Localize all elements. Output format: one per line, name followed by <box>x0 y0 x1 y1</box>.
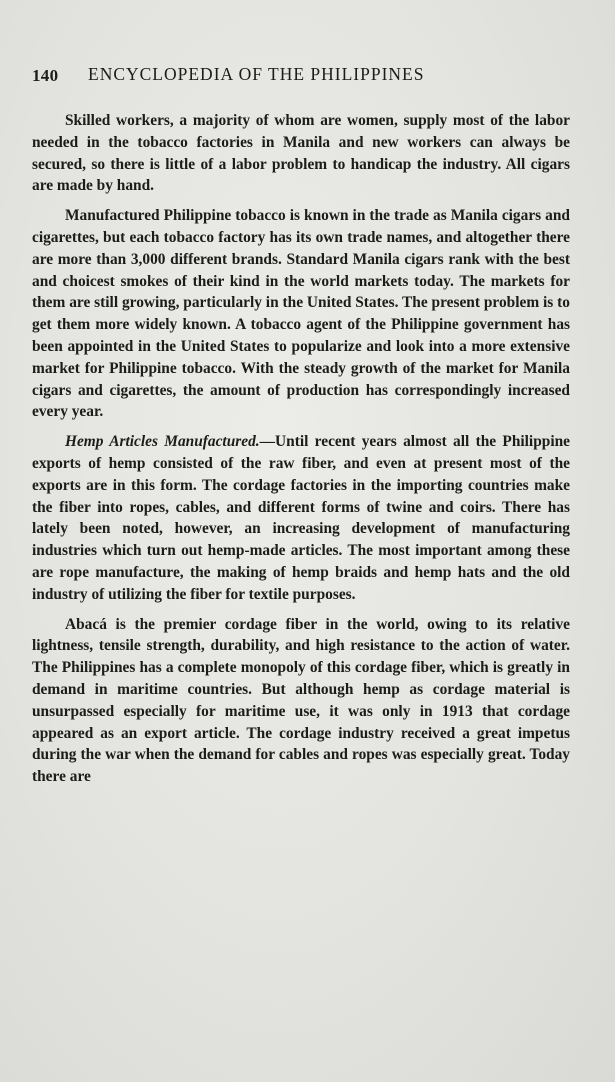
section-heading-hemp-articles: Hemp Articles Manufactured. <box>65 433 260 451</box>
paragraph-hemp-articles <box>32 431 570 605</box>
paragraph-skilled-workers: Skilled workers, a majority of whom are women, supply most of the labor needed in the tobacco factories in Manila and new workers can always be secured, so there is little of a labor problem to handicap the industry. All cigars are made by hand. <box>32 112 570 195</box>
body-text <box>32 110 570 796</box>
paragraph-abaca: Abacá is the premier cordage fiber in the world, owing to its relative lightness, tensile strength, durability, and high resistance to the action of water. The Philippines has a complete monopoly of this cordage fiber, which is greatly in demand in maritime countries. But although hemp as cordage material is unsurpassed especially for maritime use, it was only in 1913 that cordage appeared as an export article. The cordage industry received a great impetus during the war when the demand for cables and ropes was especially great. Today there are <box>32 615 570 786</box>
paragraph-hemp-articles-text: —Until recent years almost all the Philippine exports of hemp consisted of the raw fiber, and even at present most of the exports are in this form. The cordage factories in the importing countries make the fiber into ropes, cables, and different forms of twine and coirs. There has lately been noted, however, an increasing development of manufacturing industries which turn out hemp-made articles. The most important among these are rope manufacture, the making of hemp braids and hemp hats and the old industry of utilizing the fiber for textile purposes. <box>32 433 570 603</box>
page-header <box>32 66 592 96</box>
page-number: 140 <box>32 66 59 85</box>
running-title: ENCYCLOPEDIA OF THE PHILIPPINES <box>88 64 425 84</box>
paragraph-manufactured-tobacco: Manufactured Philippine tobacco is known in the trade as Manila cigars and cigarettes, but each tobacco factory has its own trade names, and altogether there are more than 3,000 different brands. Standard Manila cigars rank with the best and choicest smokes of their kind in the world markets today. The markets for them are still growing, particularly in the United States. The present problem is to get them more widely known. A tobacco agent of the Philippine government has been appointed in the United States to popularize and look into a more extensive market for Philippine tobacco. With the steady growth of the market for Manila cigars and cigarettes, the amount of production has correspondingly increased every year. <box>32 207 570 421</box>
